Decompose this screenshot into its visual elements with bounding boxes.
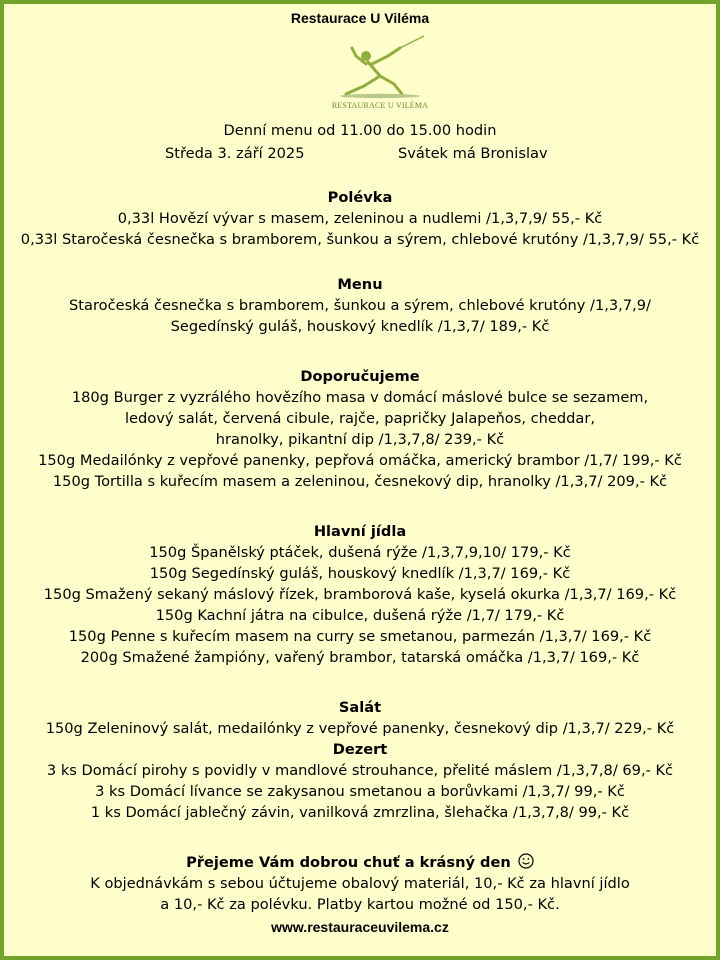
dessert-item: 1 ks Domácí jablečný závin, vanilková zmrzlina, šlehačka /1,3,7,8/ 99,- Kč (90, 804, 630, 821)
recommend-item: 150g Tortilla s kuřecím masem a zeleninou, česnekový dip, hranolky /1,3,7/ 209,- Kč (52, 473, 668, 490)
takeaway-note: K objednávkám s sebou účtujeme obalový materiál, 10,- Kč za hlavní jídlo (90, 875, 630, 892)
recommend-item: 180g Burger z vyzrálého hovězího masa v domácí máslové bulce se sezamem, (71, 389, 649, 406)
section-heading-salad: Salát (338, 699, 382, 716)
daily-menu-page (4, 4, 716, 956)
main-dish-item: 150g Kachní játra na cibulce, dušená rýže /1,7/ 179,- Kč (155, 607, 565, 624)
recommend-item: ledový salát, červená cibule, rajče, papričky Jalapeňos, cheddar, (125, 410, 595, 427)
main-dish-item: 150g Segedínský guláš, houskový knedlík /1,3,7/ 169,- Kč (149, 565, 571, 582)
section-heading-soup: Polévka (327, 189, 393, 206)
section-heading-dessert: Dezert (332, 741, 388, 758)
name-day: Svátek má Bronislav (398, 145, 548, 162)
recommend-item: 150g Medailónky z vepřové panenky, pepřová omáčka, americký brambor /1,7/ 199,- Kč (38, 452, 682, 469)
menu-item: Segedínský guláš, houskový knedlík /1,3,7/ 189,- Kč (170, 318, 550, 335)
recommend-item: hranolky, pikantní dip /1,3,7,8/ 239,- Kč (215, 431, 505, 448)
main-dish-item: 150g Smažený sekaný máslový řízek, bramborová kaše, kyselá okurka /1,3,7/ 169,- Kč (43, 586, 677, 603)
menu-item: Staročeská česnečka s bramborem, šunkou a sýrem, chlebové krutóny /1,3,7,9/ (69, 297, 651, 314)
main-dish-item: 150g Penne s kuřecím masem na curry se smetanou, parmezán /1,3,7/ 169,- Kč (68, 628, 652, 645)
main-dish-item: 150g Španělský ptáček, dušená rýže /1,3,7,9,10/ 179,- Kč (149, 544, 571, 561)
footer-wish-row (4, 852, 716, 873)
restaurant-name: Restaurace U Viléma (290, 10, 430, 26)
section-heading-mains: Hlavní jídla (313, 523, 407, 540)
website-link[interactable]: www.restauraceuvilema.cz (271, 919, 449, 935)
footer-wish: Přejeme Vám dobrou chuť a krásný den (186, 854, 511, 871)
soup-item: 0,33l Staročeská česnečka s bramborem, šunkou a sýrem, chlebové krutóny /1,3,7,9/ 55,- Kč (20, 231, 700, 248)
date-row (4, 143, 716, 164)
payment-note: a 10,- Kč za polévku. Platby kartou možné od 150,- Kč. (160, 896, 560, 913)
salad-item: 150g Zeleninový salát, medailónky z vepřové panenky, česnekový dip /1,3,7/ 229,- Kč (45, 720, 675, 737)
section-heading-recommend: Doporučujeme (300, 368, 420, 385)
restaurant-logo (320, 34, 440, 116)
smiley-icon (518, 853, 534, 869)
logo-caption: RESTAURACE U VILÉMA (331, 101, 429, 110)
menu-date: Středa 3. září 2025 (165, 145, 305, 162)
soup-item: 0,33l Hovězí vývar s masem, zeleninou a nudlemi /1,3,7,9/ 55,- Kč (117, 210, 603, 227)
dessert-item: 3 ks Domácí pirohy s povidly v mandlové strouhance, přelité máslem /1,3,7,8/ 69,- Kč (46, 762, 674, 779)
dessert-item: 3 ks Domácí lívance se zakysanou smetanou a borůvkami /1,3,7/ 99,- Kč (95, 783, 625, 800)
section-heading-menu: Menu (337, 276, 383, 293)
main-dish-item: 200g Smažené žampióny, vařený brambor, tatarská omáčka /1,3,7/ 169,- Kč (80, 649, 640, 666)
menu-hours: Denní menu od 11.00 do 15.00 hodin (223, 122, 497, 139)
